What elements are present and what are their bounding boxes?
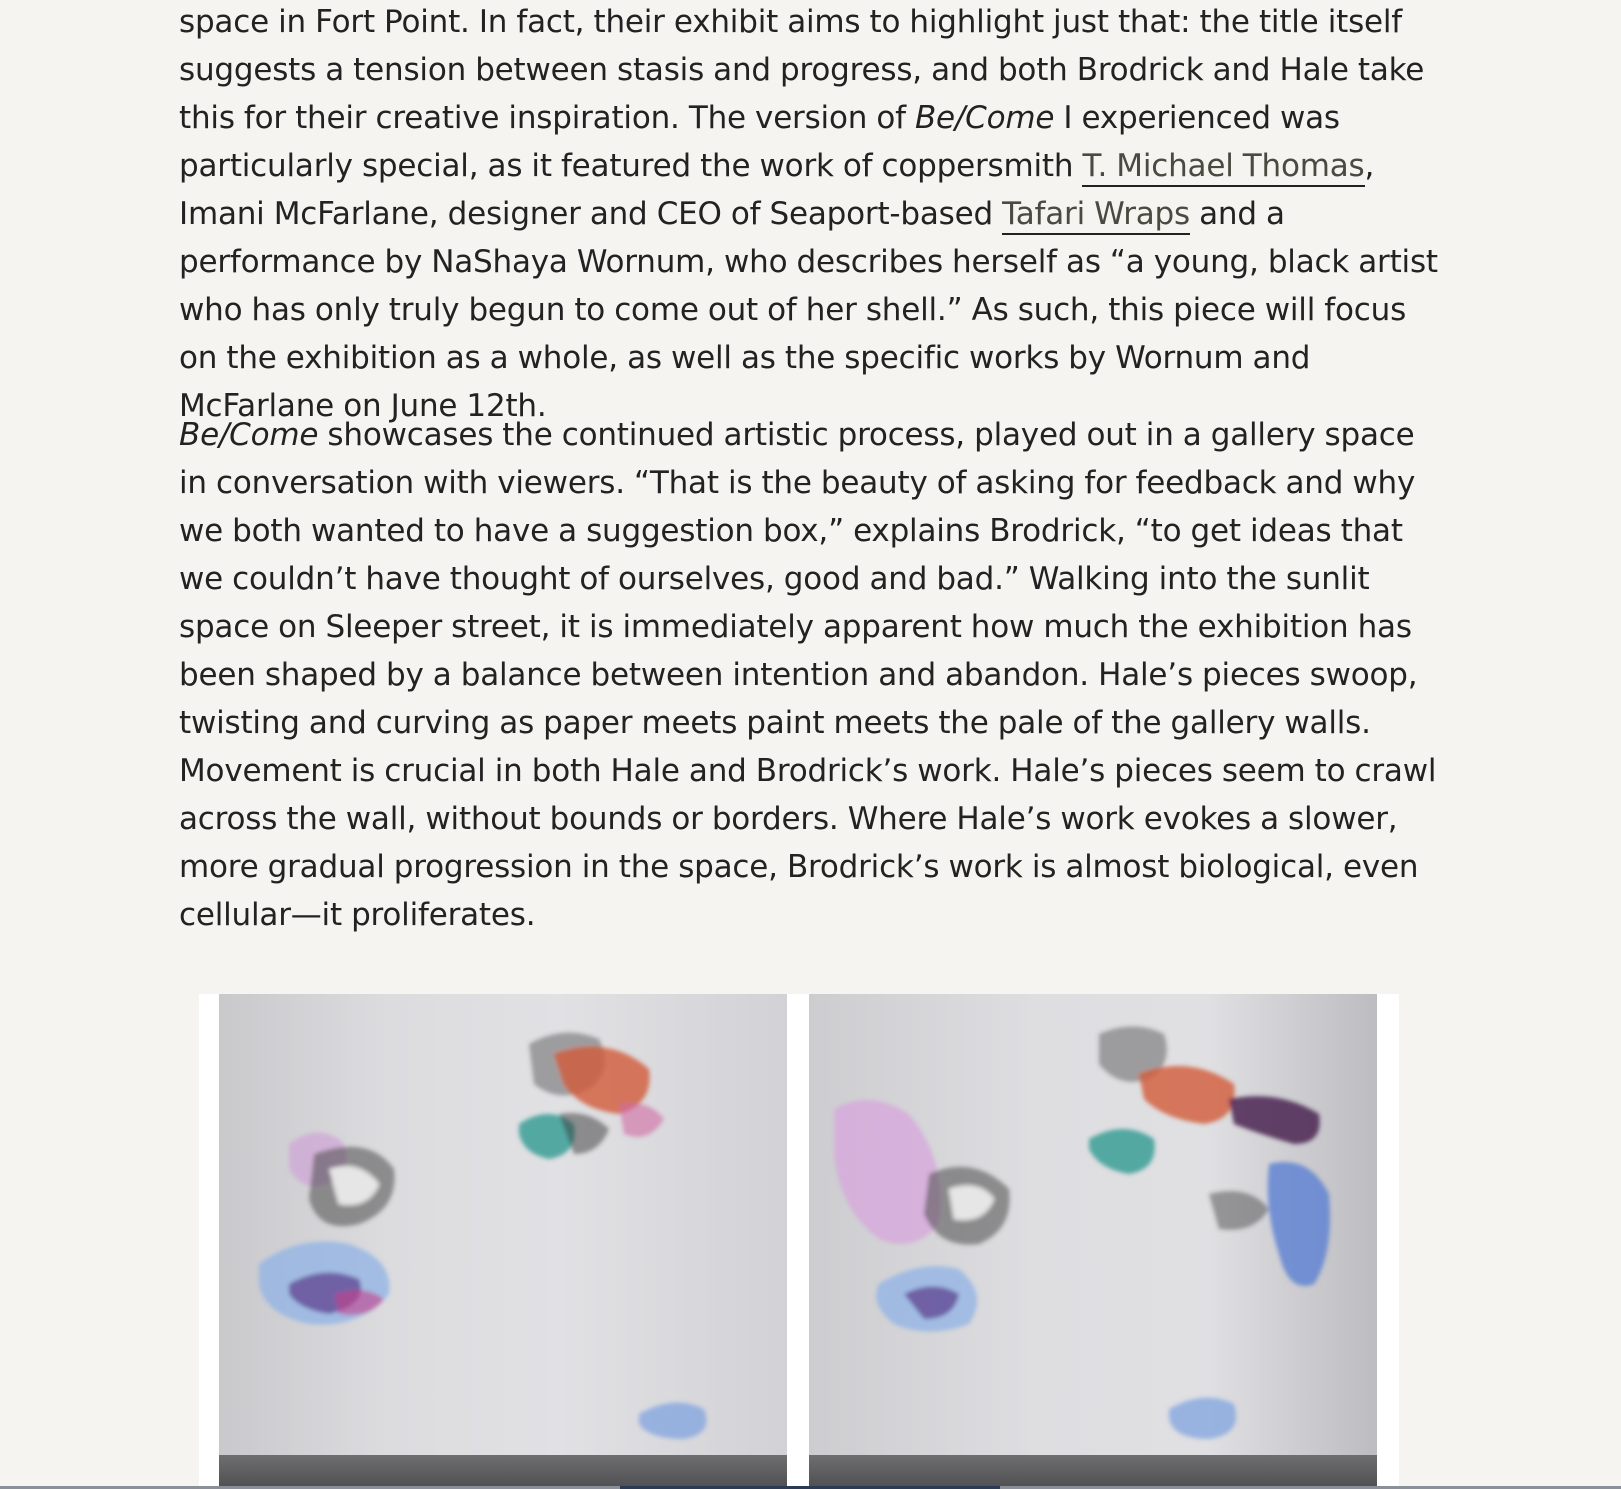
paragraph-text: and a performance by NaShaya Wornum, who describes herself as “a young, black artist who has only truly begun to come out of her shell.” As such, this piece will focus on the exhibition as a whole, as well as the specific works by Wornum and McFarlane on June 12th. [179,196,1438,424]
link-t-michael-thomas[interactable]: T. Michael Thomas [1082,148,1364,187]
wall-artwork-right [809,994,1377,1489]
article-paragraph [179,411,1439,939]
exhibition-photo-right [809,994,1377,1489]
paragraph-text: space in Fort Point. In fact, their exhibit aims to highlight just that: the title itself suggests a tension between stasis and progress, and both Brodrick and Hale take this for their creative inspiration. The version of [179,4,1425,136]
gallery-floor [219,1455,787,1489]
paragraph-text: showcases the continued artistic process, played out in a gallery space in conversation with viewers. “That is the beauty of asking for feedback and why we both wanted to have a suggestion box,” explains Brodrick, “to get ideas that we couldn’t have thought of ourselves, good and bad.” Walking into the sunlit space on Sleeper street, it is immediately apparent how much the exhibition has been shaped by a balance between intention and abandon. Hale’s pieces swoop, twisting and curving as paper meets paint meets the pale of the gallery walls. Movement is crucial in both Hale and Brodrick’s work. Hale’s pieces seem to crawl across the wall, without bounds or borders. Where Hale’s work evokes a slower, more gradual progression in the space, Brodrick’s work is almost biological, even cellular—it proliferates. [179,417,1437,933]
exhibition-photo-gallery [199,994,1399,1489]
paragraph-text: , Imani McFarlane, designer and CEO of Seaport-based [179,148,1375,232]
exhibit-title-italic: Be/Come [914,100,1055,136]
gallery-floor [809,1455,1377,1489]
exhibition-photo-left [219,994,787,1489]
exhibit-title-italic: Be/Come [179,417,319,453]
paragraph-text: I experienced was particularly special, as it featured the work of coppersmith [179,100,1340,184]
link-tafari-wraps[interactable]: Tafari Wraps [1002,196,1190,235]
wall-artwork-left [219,994,787,1489]
article-paragraph [179,0,1439,430]
